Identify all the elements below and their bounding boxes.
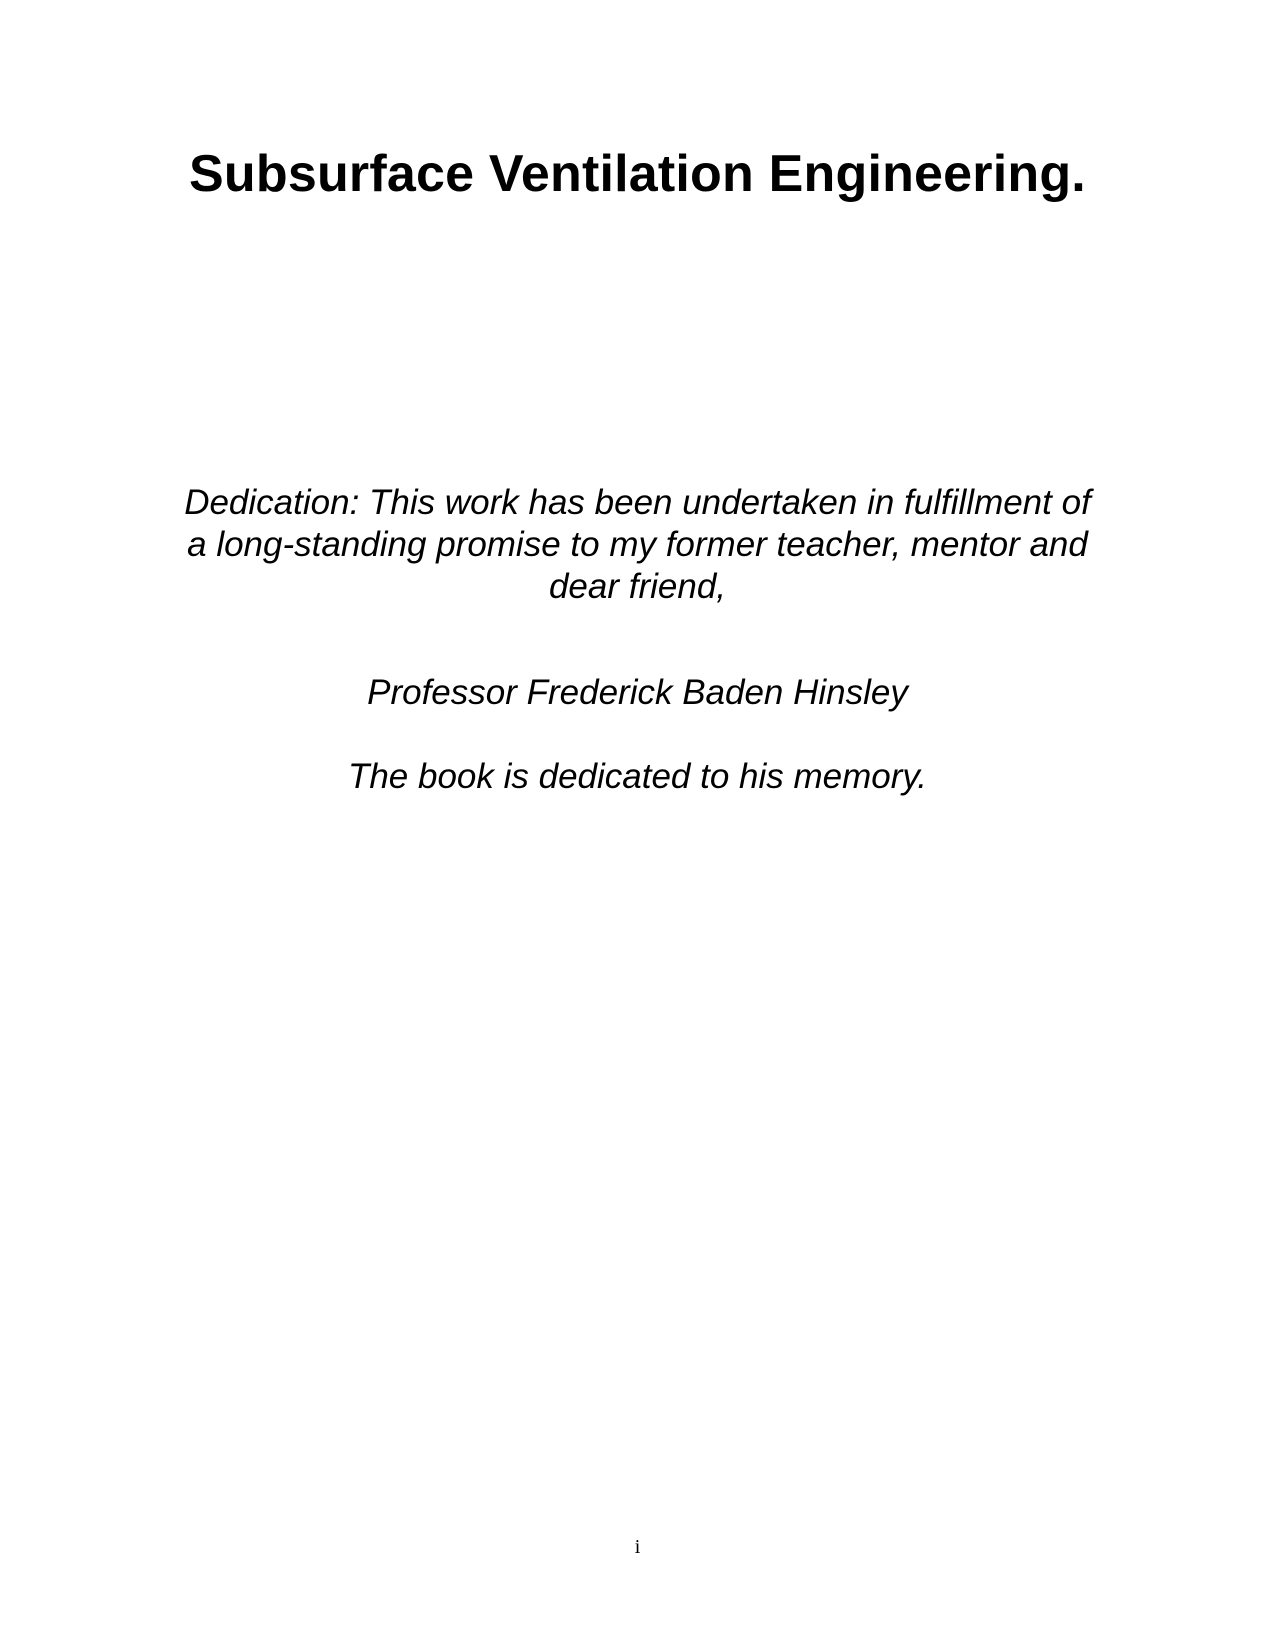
dedication-line: Dedication: This work has been undertaken in fulfillment of [184, 483, 1091, 522]
book-title: Subsurface Ventilation Engineering. [189, 145, 1086, 203]
dedication-paragraph [0, 482, 1275, 608]
dedication-line: dear friend, [548, 567, 727, 606]
memory-line: The book is dedicated to his memory. [347, 757, 928, 796]
dedication-line: a long-standing promise to my former teacher, mentor and [187, 525, 1088, 564]
honoree-name: Professor Frederick Baden Hinsley [367, 673, 908, 712]
page-number: i [634, 1536, 641, 1558]
